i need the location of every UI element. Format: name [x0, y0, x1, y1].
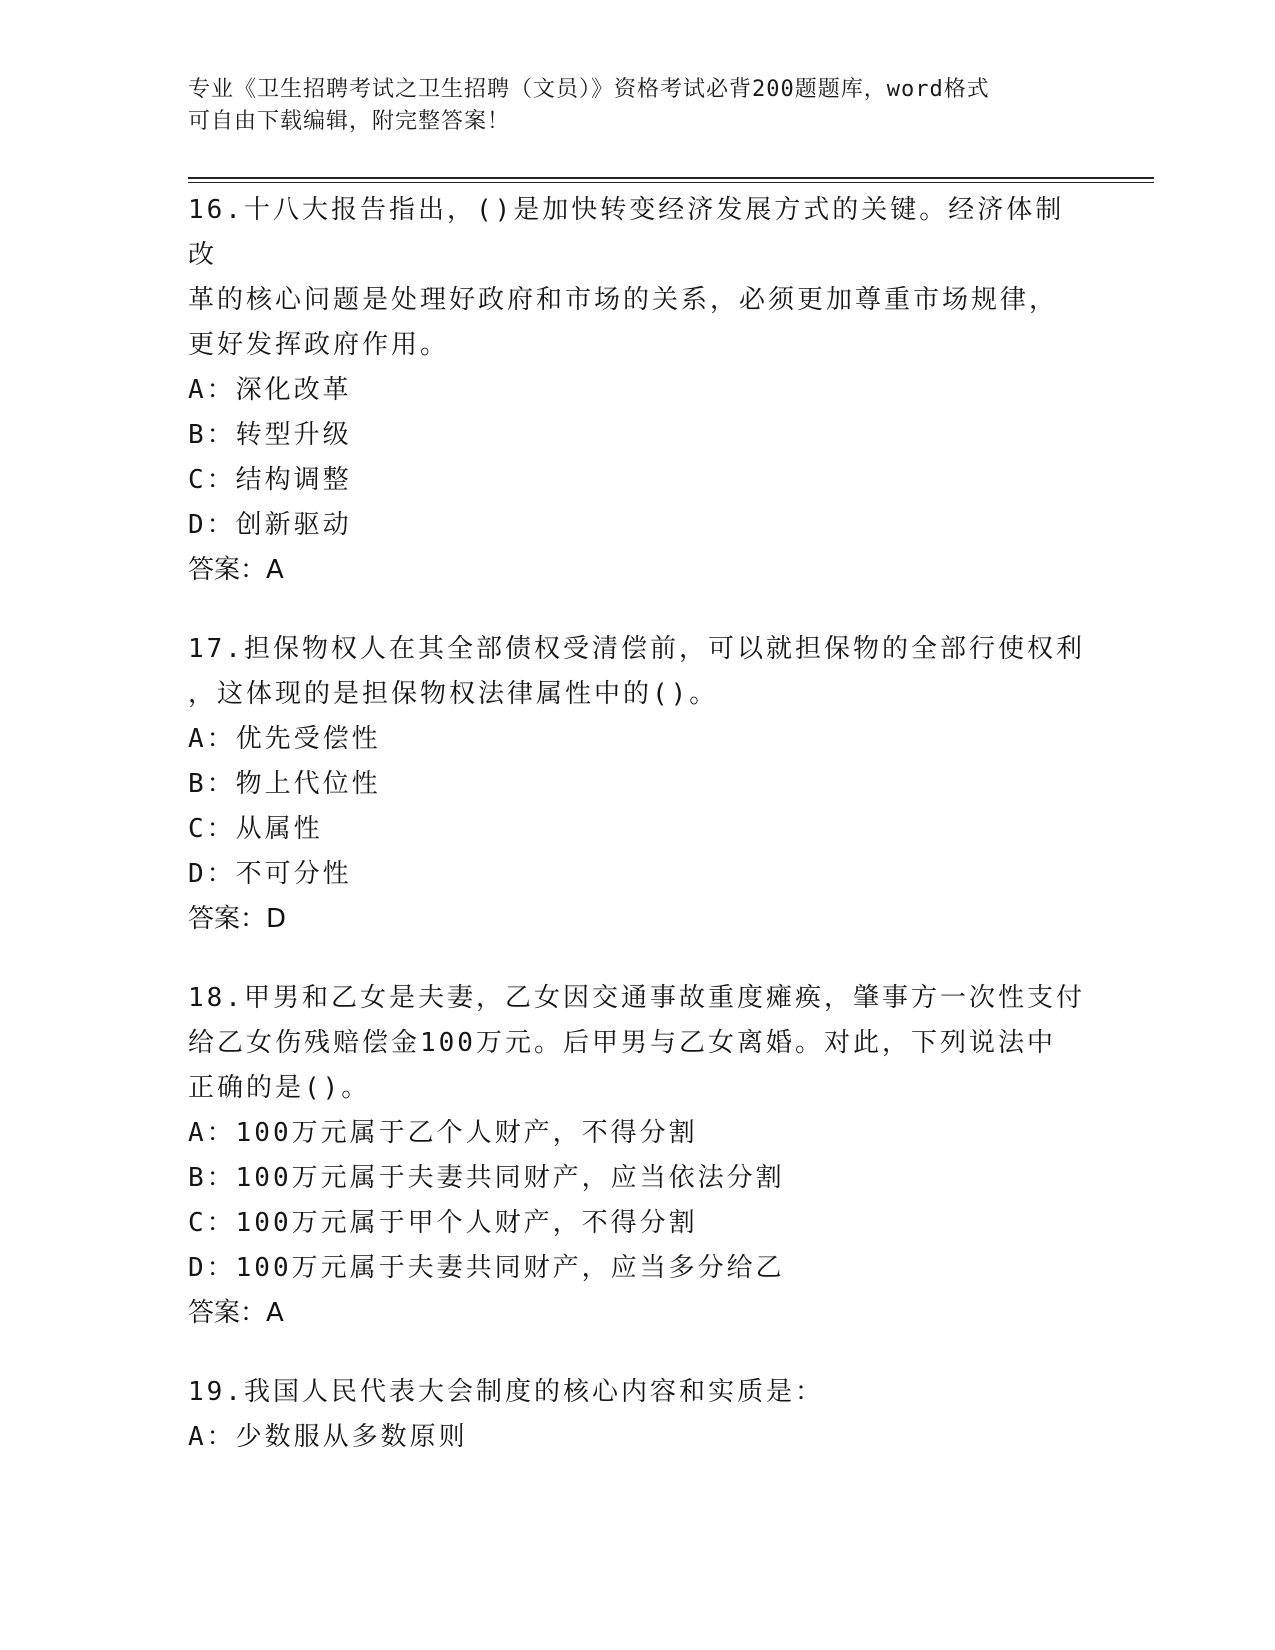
- question-stem-line: ，这体现的是担保物权法律属性中的()。: [188, 679, 719, 709]
- option-c: C：100万元属于甲个人财产，不得分割: [188, 1208, 698, 1238]
- option-b: B：物上代位性: [188, 769, 381, 799]
- option-c: C：结构调整: [188, 465, 352, 495]
- question-stem-line: 革的核心问题是处理好政府和市场的关系，必须更加尊重市场规律，: [188, 285, 1059, 315]
- answer: 答案：A: [188, 555, 284, 585]
- option-a: A：优先受偿性: [188, 724, 381, 754]
- question-stem-line: 18.甲男和乙女是夫妻，乙女因交通事故重度瘫痪，肇事方一次性支付: [188, 983, 1085, 1013]
- option-a: A：深化改革: [188, 375, 352, 405]
- option-b: B：100万元属于夫妻共同财产，应当依法分割: [188, 1163, 785, 1193]
- question-stem-line: 给乙女伤残赔偿金100万元。后甲男与乙女离婚。对此，下列说法中: [188, 1028, 1056, 1058]
- option-a: A：少数服从多数原则: [188, 1422, 468, 1452]
- option-b: B：转型升级: [188, 420, 352, 450]
- header-divider-thin: [188, 182, 1154, 183]
- question-18: [188, 976, 1088, 1336]
- answer: 答案：D: [188, 904, 287, 934]
- answer: 答案：A: [188, 1298, 284, 1328]
- option-a: A：100万元属于乙个人财产，不得分割: [188, 1118, 698, 1148]
- question-17: [188, 627, 1088, 942]
- question-stem-line: 正确的是()。: [188, 1073, 371, 1103]
- question-19: [188, 1370, 1088, 1460]
- header-divider-thick: [188, 177, 1154, 179]
- question-stem-line: 16.十八大报告指出，()是加快转变经济发展方式的关键。经济体制改: [188, 195, 1065, 270]
- header-line-1: 专业《卫生招聘考试之卫生招聘（文员）》资格考试必背200题题库，word格式: [188, 77, 990, 102]
- document-header: [188, 74, 1088, 138]
- option-d: D：不可分性: [188, 859, 352, 889]
- option-c: C：从属性: [188, 814, 323, 844]
- question-stem-line: 19.我国人民代表大会制度的核心内容和实质是：: [188, 1377, 824, 1407]
- header-line-2: 可自由下载编辑，附完整答案！: [188, 109, 511, 134]
- option-d: D：100万元属于夫妻共同财产，应当多分给乙: [188, 1253, 785, 1283]
- question-list: [188, 188, 1088, 1494]
- question-stem-line: 更好发挥政府作用。: [188, 330, 450, 360]
- question-16: [188, 188, 1088, 593]
- option-d: D：创新驱动: [188, 510, 352, 540]
- question-stem-line: 17.担保物权人在其全部债权受清偿前，可以就担保物的全部行使权利: [188, 634, 1085, 664]
